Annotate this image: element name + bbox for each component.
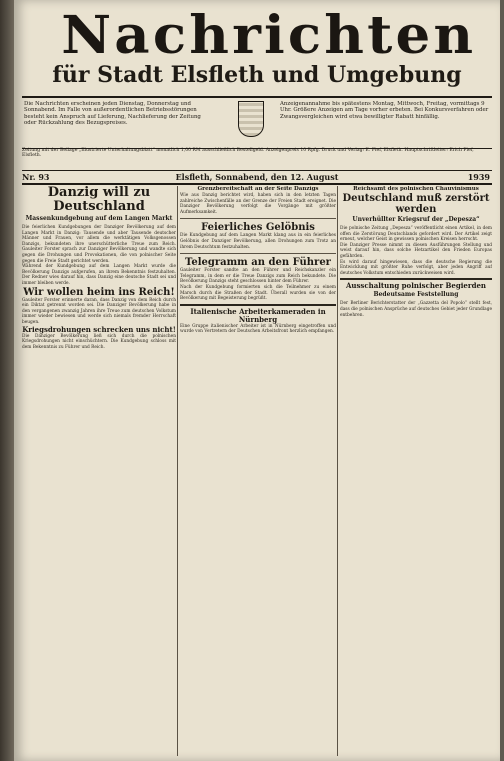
divider (180, 218, 336, 219)
main-headline: Danzig will zu Deutschland (47, 186, 151, 214)
headline: Ausschaltung polnischer Begierden (345, 281, 487, 291)
article-body: Die feierlichen Kundgebungen der Danziger Bevölkerung auf dem Langen Markt in Danzig: Tausende und aber Tausende deutscher Männer und Frauen, vor allem die werktätigen Volksgenossen Danzigs, bekundeten ihre unerschütterliche Treue zum Reich. Gauleiter Forster sprach zur Danziger Bevölkerung und wandte sich gegen die Drohungen und Provokationen, die von polnischer Seite gegen die Freie Stadt gerichtet werden. (22, 225, 176, 264)
article-body: Nach der Kundgebung formierten sich die Teilnehmer zu einem Marsch durch die Straßen der Stadt. Überall wurden sie von der Bevölkerung mit Begeisterung begrüßt. (180, 284, 336, 302)
article-body: Es wird darauf hingewiesen, dass die deutsche Regierung die Entwicklung mit größter Ruhe verfolgt, aber jeden Angriff auf deutsches Volkstum entschieden zurückweisen wird. (340, 259, 492, 276)
issue-year: 1939 (467, 172, 490, 182)
article-body: Wie aus Danzig berichtet wird, haben sich in den letzten Tagen zahlreiche Zwischenfälle an der Grenze der Freien Stadt ereignet. Die Danziger Bevölkerung verfolgt die Vorgänge mit größter Aufmerksamkeit. (180, 193, 336, 215)
article-body: Die Kundgebung auf dem Langen Markt klang aus in ein feierliches Gelöbnis der Danziger Bevölkerung, allen Drohungen zum Trotz an ihrem Deutschtum festzuhalten. (180, 233, 336, 250)
headline: Feierliches Gelöbnis (201, 222, 315, 234)
divider (180, 253, 336, 254)
deck: Unverhüllter Kriegsruf der „Depesza“ (352, 216, 480, 223)
column-1 (22, 186, 176, 756)
subheadline: Kriegsdrohungen schrecken uns nicht! (22, 324, 176, 334)
kicker: Grenzbereitschaft an der Seite Danzigs (197, 186, 319, 192)
article-body: Während der Kundgebung auf dem Langen Markt wurde die Bevölkerung Danzigs aufgerufen, an ihrem Bekenntnis festzuhalten. Der Redner wies darauf hin, dass Danzig eine deutsche Stadt sei und immer bleiben werde. (22, 264, 176, 286)
divider (180, 304, 336, 306)
newspaper-title: Nachrichten (61, 5, 477, 66)
headline: Italienische Arbeiterkameraden in Nürnberg (190, 306, 326, 324)
masthead (14, 0, 500, 96)
column-rule (177, 186, 178, 756)
article-body: Eine Gruppe italienischer Arbeiter ist in Nürnberg eingetroffen und wurde von Vertretern der Deutschen Arbeitsfront herzlich empfangen. (180, 323, 336, 335)
article-body: Die Danziger Bevölkerung ließ sich durch die polnischen Kriegsdrohungen nicht einschüchtern. Die Kundgebung schloss mit dem Bekenntnis zu Führer und Reich. (22, 333, 176, 350)
article-body: Gauleiter Forster erinnerte daran, dass Danzig von dem Reich durch ein Diktat getrennt worden sei. Die Danziger Bevölkerung habe in den vergangenen zwanzig Jahren ihre Treue zum deutschen Volkstum immer wieder bewiesen und werde sich niemals fremder Herrschaft beugen. (22, 297, 176, 325)
dateline (22, 171, 492, 185)
column-2 (180, 186, 336, 756)
column-rule (337, 186, 338, 756)
article-body: Die polnische Zeitung „Depesza“ veröffentlicht einen Artikel, in dem offen die Zerstörung Deutschlands gefordert wird. Der Artikel zeigt erneut, welcher Geist in gewissen polnischen Kreisen herrscht. (340, 226, 492, 243)
newspaper-subtitle: für Stadt Elsfleth und Umgebung (52, 62, 462, 88)
deck: Bedeutsame Feststellung (373, 291, 459, 299)
divider (340, 278, 492, 280)
publication-info-left: Die Nachrichten erscheinen jeden Dienstag, Donnerstag und Sonnabend. Im Falle von außerordentlichen Betriebsstörungen besteht kein Anspruch auf Lieferung, Nachlieferung der Zeitung oder Rückzahlung des Bezugspreises. (24, 101, 201, 127)
kicker: Reichsamt des polnischen Chauvinismus (353, 186, 479, 192)
column-3 (340, 186, 492, 756)
headline: Deutschland muß zerstört werden (342, 193, 490, 215)
article-body: Die Danziger Presse nimmt zu diesen Ausführungen Stellung und weist darauf hin, dass solche Hetzartikel den Frieden Europas gefährden. (340, 242, 492, 259)
article-body: Gauleiter Forster sandte an den Führer und Reichskanzler ein Telegramm, in dem er die Treue Danzigs zum Reich bekundete. Die Bevölkerung Danzigs steht geschlossen hinter dem Führer. (180, 268, 336, 285)
publication-info-right: Anzeigenannahme bis spätestens Montag, Mittwoch, Freitag, vormittags 9 Uhr. Größere Anzeigen am Tage vorher erbeten. Bei Konkursverfahren oder Zwangsvergleichen wird etwa bewilligter Rabatt hinfällig. (280, 101, 489, 120)
article-body: Der Berliner Berichterstatter der „Gazzetta del Popolo“ stellt fest, dass die polnischen Ansprüche auf deutsches Gebiet jeder Grundlage entbehren. (340, 301, 492, 318)
town-crest-icon (238, 101, 264, 137)
publication-info-bar (22, 96, 492, 149)
subheadline: Wir wollen heim ins Reich! (23, 286, 175, 298)
main-deck: Massenkundgebung auf dem Langen Markt (25, 215, 173, 222)
issue-number: Nr. 93 (22, 172, 50, 182)
place-date: Elsfleth, Sonnabend, den 12. August (175, 172, 339, 182)
book-spine (0, 0, 14, 761)
supplement-notice: Zeitung mit der Beilage „Illustrierte Unterhaltungsblatt“ monatlich 1,00 RM ausschließlich Bestellgeld. Anzeigenpreis 10 Rpfg. Druck und Verlag: E. Fief, Elsfleth. Hauptschriftleiter: Erich Fief, Elsfleth. (22, 148, 492, 171)
headline: Telegramm an den Führer (185, 257, 331, 269)
newspaper-page (14, 0, 500, 761)
